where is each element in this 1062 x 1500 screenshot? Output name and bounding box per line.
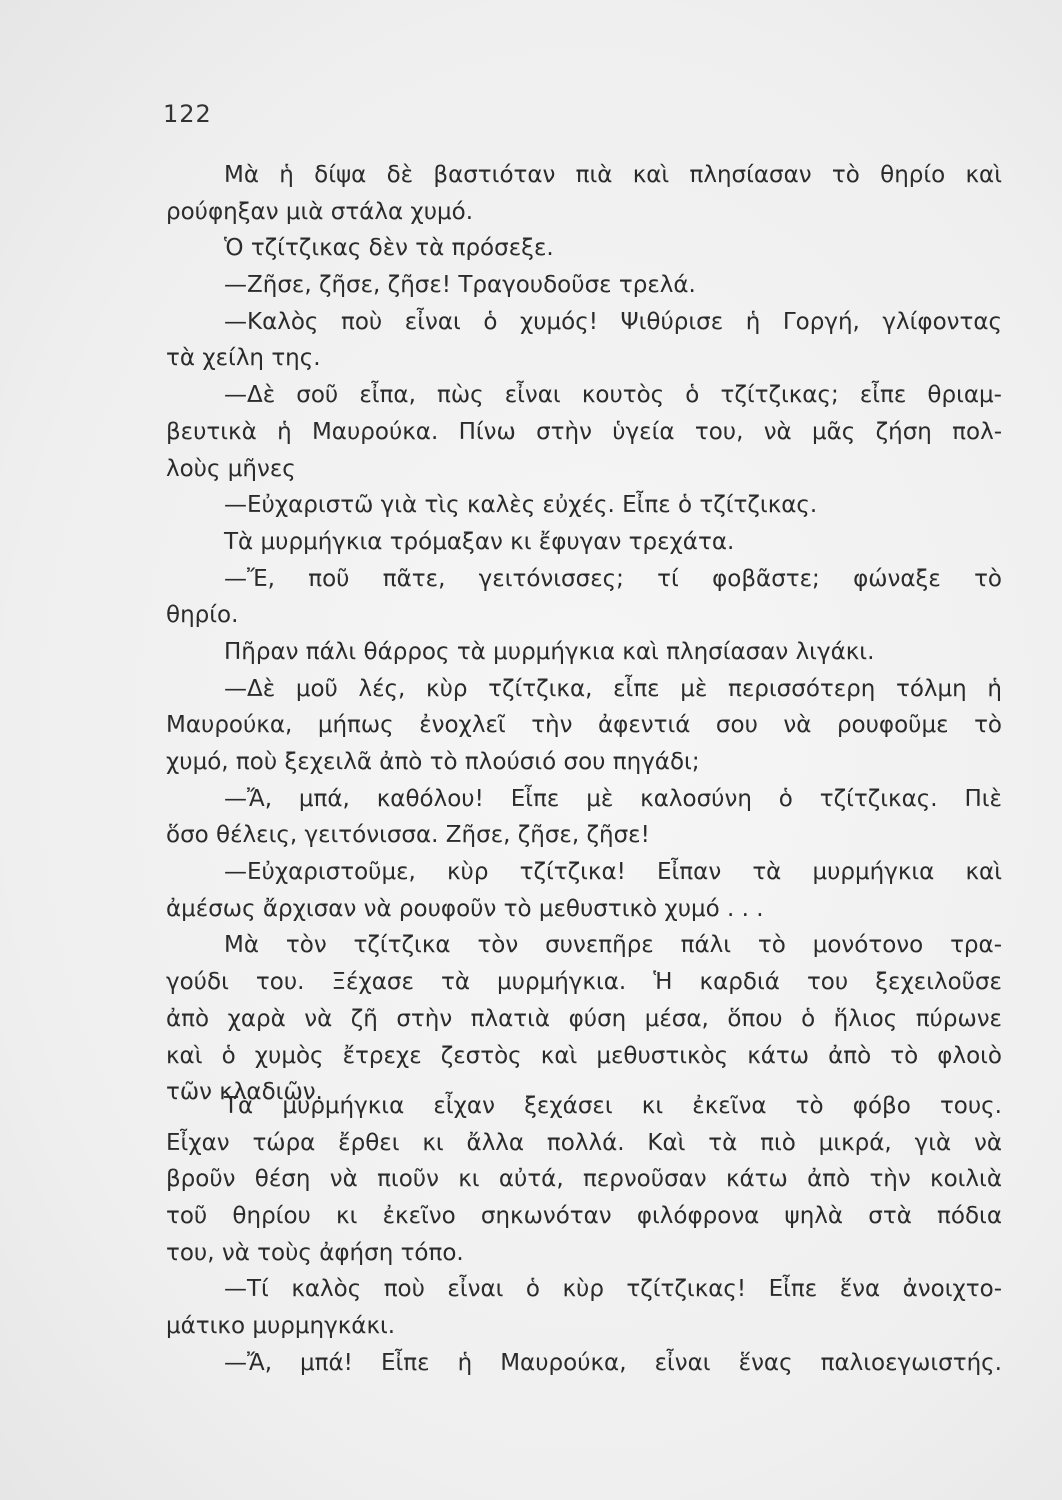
text-line: ὅσο θέλεις, γειτόνισσα. Ζῆσε, ζῆσε, ζῆσε!: [166, 822, 650, 849]
text-line: Ὁ τζίτζικας δὲν τὰ πρόσεξε.: [224, 235, 554, 262]
text-line: Μὰ τὸν τζίτζικα τὸν συνεπῆρε πάλι τὸ μονότονο τρα-: [224, 932, 1002, 959]
text-line: χυμό, ποὺ ξεχειλᾶ ἀπὸ τὸ πλούσιό σου πηγάδι;: [166, 749, 700, 775]
text-line: —Δὲ σοῦ εἶπα, πὼς εἶναι κουτὸς ὁ τζίτζικας; εἶπε θριαμ-: [224, 382, 1002, 409]
text-line: —Εὐχαριστῶ γιὰ τὶς καλὲς εὐχές. Εἶπε ὁ τζίτζικας.: [224, 492, 818, 519]
text-line: —Ἄ, μπά, καθόλου! Εἶπε μὲ καλοσύνη ὁ τζίτζικας. Πιὲ: [224, 785, 1002, 812]
text-line: του, νὰ τοὺς ἀφήση τόπο.: [166, 1239, 464, 1266]
text-line: ρούφηξαν μιὰ στάλα χυμό.: [166, 198, 474, 225]
text-line: Μὰ ἡ δίψα δὲ βαστιόταν πιὰ καὶ πλησίασαν τὸ θηρίο καὶ: [224, 162, 1002, 188]
text-line: —Ἔ, ποῦ πᾶτε, γειτόνισσες; τί φοβᾶστε; φώναξε τὸ: [224, 565, 1002, 592]
text-line: —Ἄ, μπά! Εἶπε ἡ Μαυρούκα, εἶναι ἕνας παλιοεγωιστής.: [224, 1349, 1002, 1376]
text-line: μάτικο μυρμηγκάκι.: [166, 1313, 396, 1340]
text-line: —Καλὸς ποὺ εἶναι ὁ χυμός! Ψιθύρισε ἡ Γοργή, γλίφοντας: [224, 308, 1002, 335]
paragraph-block-1: [166, 157, 1002, 1111]
text-line: —Τί καλὸς ποὺ εἶναι ὁ κὺρ τζίτζικας! Εἶπε ἕνα ἀνοιχτο-: [224, 1276, 1002, 1303]
text-line: ἀπὸ χαρὰ νὰ ζῆ στὴν πλατιὰ φύση μέσα, ὅπου ὁ ἥλιος πύρωνε: [166, 1005, 1002, 1032]
text-line: Πῆραν πάλι θάρρος τὰ μυρμήγκια καὶ πλησίασαν λιγάκι.: [224, 638, 875, 665]
text-line: βευτικὰ ἡ Μαυρούκα. Πίνω στὴν ὑγεία του, νὰ μᾶς ζήση πολ-: [166, 418, 1002, 445]
text-line: Τὰ μυρμήγκια εἶχαν ξεχάσει κι ἐκεῖνα τὸ φόβο τους.: [224, 1093, 1002, 1119]
text-line: Μαυρούκα, μήπως ἐνοχλεῖ τὴν ἀφεντιά σου νὰ ρουφοῦμε τὸ: [166, 712, 1002, 739]
text-line: —Ζῆσε, ζῆσε, ζῆσε! Τραγουδοῦσε τρελά.: [224, 272, 696, 299]
text-line: —Εὐχαριστοῦμε, κὺρ τζίτζικα! Εἶπαν τὰ μυρμήγκια καὶ: [224, 859, 1002, 886]
text-line: Τὰ μυρμήγκια τρόμαξαν κι ἔφυγαν τρεχάτα.: [224, 528, 735, 555]
text-line: καὶ ὁ χυμὸς ἔτρεχε ζεστὸς καὶ μεθυστικὸς κάτω ἀπὸ τὸ φλοιὸ: [166, 1042, 1002, 1069]
page-number: 122: [163, 100, 212, 128]
text-line: γούδι του. Ξέχασε τὰ μυρμήγκια. Ἡ καρδιά του ξεχειλοῦσε: [166, 969, 1002, 996]
text-line: τῶν κλαδιῶν.: [166, 1079, 323, 1106]
text-line: λοὺς μῆνες: [166, 455, 296, 482]
text-line: βροῦν θέση νὰ πιοῦν κι αὐτά, περνοῦσαν κάτω ἀπὸ τὴν κοιλιὰ: [166, 1166, 1002, 1193]
text-line: ἀμέσως ἄρχισαν νὰ ρουφοῦν τὸ μεθυστικὸ χυμό . . .: [166, 895, 764, 922]
text-line: Εἶχαν τώρα ἔρθει κι ἄλλα πολλά. Καὶ τὰ πιὸ μικρά, γιὰ νὰ: [166, 1129, 1002, 1156]
text-line: τὰ χείλη της.: [166, 345, 321, 372]
paragraph-block-2: [166, 1088, 1002, 1382]
text-line: τοῦ θηρίου κι ἐκεῖνο σηκωνόταν φιλόφρονα ψηλὰ στὰ πόδια: [166, 1203, 1002, 1230]
text-line: θηρίο.: [166, 602, 239, 629]
text-line: —Δὲ μοῦ λές, κὺρ τζίτζικα, εἶπε μὲ περισσότερη τόλμη ἡ: [224, 675, 1002, 702]
